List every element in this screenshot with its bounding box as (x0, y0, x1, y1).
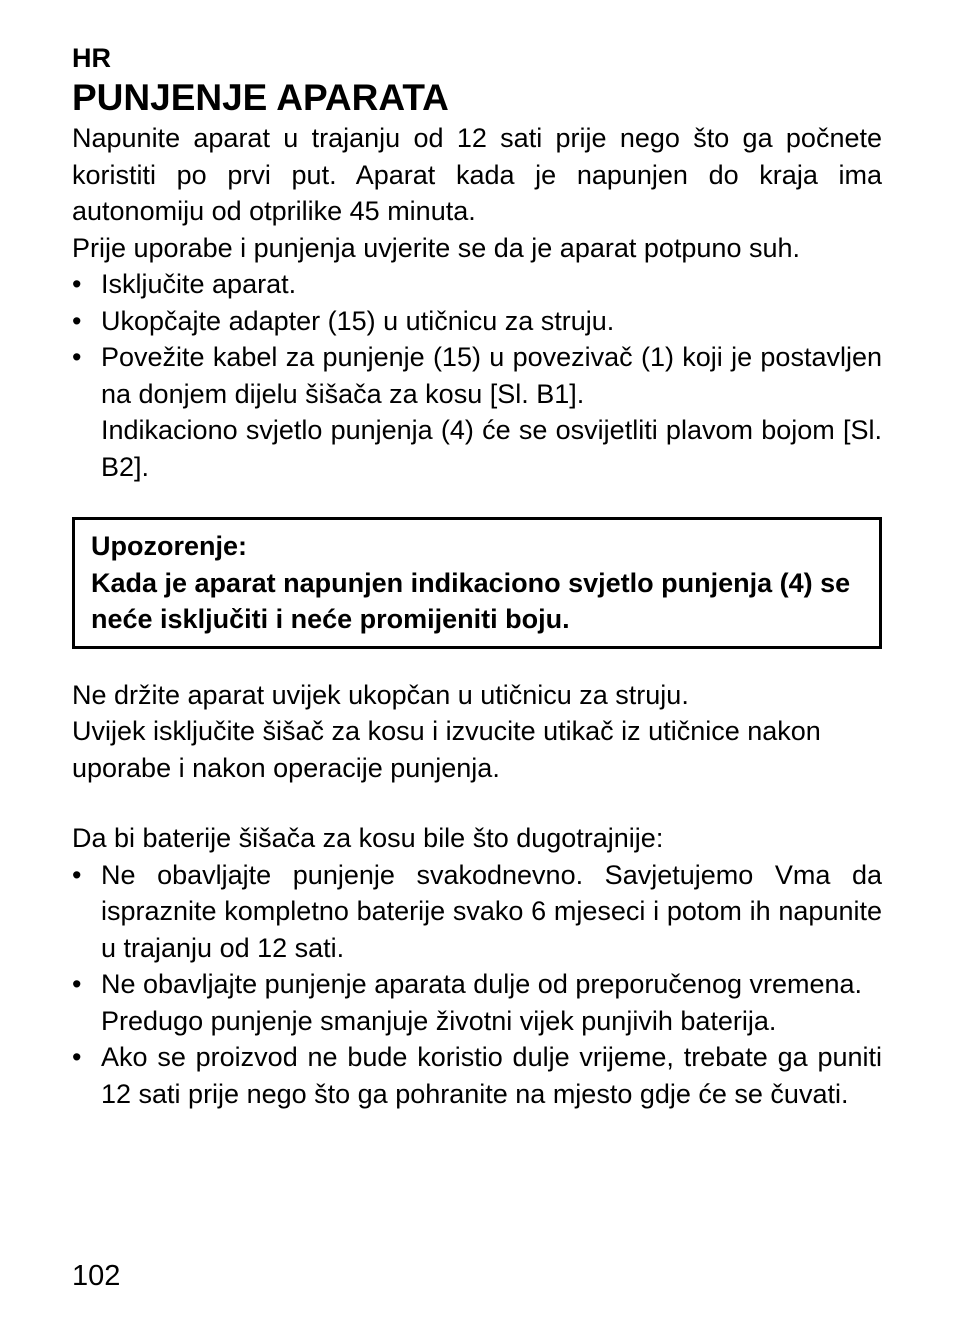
page-number: 102 (72, 1260, 121, 1292)
bullet: • (72, 859, 82, 890)
note-paragraph: Ne držite aparat uvijek ukopčan u utičnicu za struju. (72, 679, 689, 710)
note-paragraph: Uvijek isključite šišač za kosu i izvucite utikač iz utičnice nakon uporabe i nakon operacije punjenja. (72, 716, 821, 783)
list-item-text: Ako se proizvod ne bude koristio dulje vrijeme, trebate ga puniti 12 sati prije nego što ga pohranite na mjesto gdje će se čuvati. (101, 1042, 882, 1109)
list-item-text: Ne obavljajte punjenje svakodnevno. Savjetujemo Vma da ispraznite kompletno baterije svako 6 mjeseci i potom ih napunite u trajanju od 12 sati. (101, 859, 882, 963)
list-item-text: Ukopčajte adapter (15) u utičnicu za struju. (101, 305, 615, 336)
bullet: • (72, 1042, 82, 1072)
list-item (72, 1039, 882, 1112)
list-item-subtext: Predugo punjenje smanjuje životni vijek punjivih baterija. (101, 1005, 777, 1036)
list-item (72, 266, 882, 303)
bullet: • (72, 269, 82, 299)
intro-paragraph: Napunite aparat u trajanju od 12 sati prije nego što ga počnete koristiti po prvi put. Aparat kada je napunjen do kraja ima autonomiju od otprilike 45 minuta. (72, 123, 882, 226)
intro-paragraph: Prije uporabe i punjenja uvjerite se da je aparat potpuno suh. (72, 232, 800, 263)
list-item-text: Povežite kabel za punjenje (15) u povezivač (1) koji je postavljen na donjem dijelu šišača za kosu [Sl. B1]. (101, 342, 882, 409)
language-code: HR (72, 43, 111, 73)
list-item (72, 339, 882, 485)
list-item-text: Ne obavljajte punjenje aparata dulje od preporučenog vremena. (101, 969, 863, 999)
bullet: • (72, 305, 82, 336)
warning-heading: Upozorenje: (91, 531, 248, 561)
battery-intro: Da bi baterije šišača za kosu bile što dugotrajnije: (72, 823, 664, 853)
warning-box (72, 517, 882, 649)
list-item (72, 966, 882, 1039)
list-item (72, 303, 882, 340)
list-item-subtext: Indikaciono svjetlo punjenja (4) će se osvijetliti plavom bojom [Sl. B2]. (101, 415, 882, 482)
page-title: PUNJENJE APARATA (72, 77, 449, 118)
warning-text: Kada je aparat napunjen indikaciono svjetlo punjenja (4) se neće isključiti i neće promijeniti boju. (91, 567, 851, 634)
bullet: • (72, 969, 82, 999)
list-item-text: Isključite aparat. (101, 269, 297, 299)
charging-steps-list (72, 266, 882, 485)
bullet: • (72, 342, 82, 372)
list-item (72, 857, 882, 967)
battery-tips-list (72, 857, 882, 1113)
manual-page (72, 40, 882, 1112)
